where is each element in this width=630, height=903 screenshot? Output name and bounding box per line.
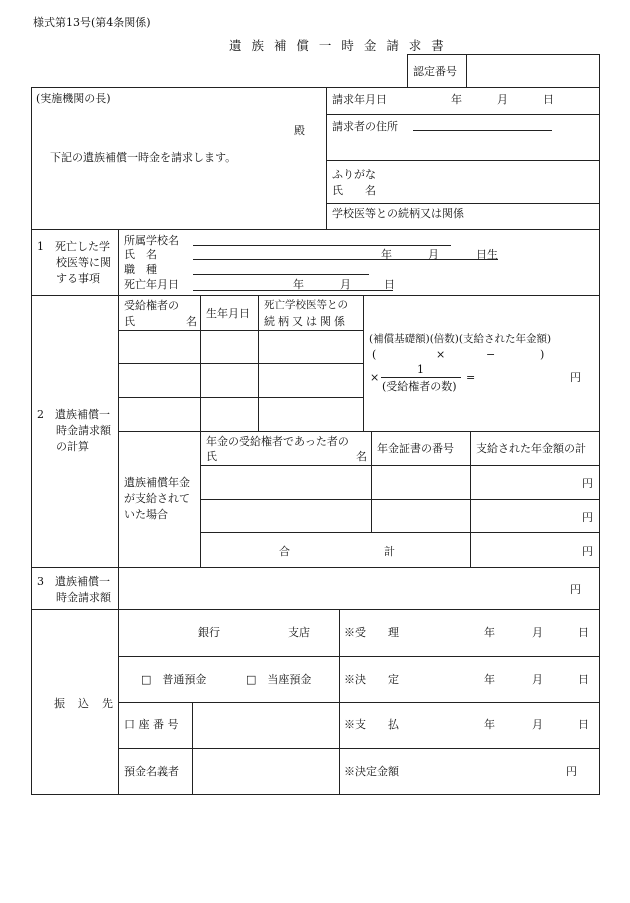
decided-amount-yen: 円 [566,765,577,778]
relation-col-line2: 続柄又は関係 [264,315,348,328]
recipient-col-line1: 受給権者の [124,299,179,312]
formula-close: ) [540,348,545,361]
formula-minus: − [486,348,496,361]
school-label: 所属学校名 [124,234,179,247]
received-label: ※受 理 [344,626,399,639]
claim-day: 日 [543,93,554,106]
paid-label: ※支 払 [344,718,399,731]
form-title: 遺 族 補 償 一 時 金 請 求 書 [229,38,447,53]
furigana-label: ふりがな [332,168,376,181]
relation-label: 学校医等との続柄又は関係 [332,207,464,220]
decided-label: ※決 定 [344,673,399,686]
current-deposit-checkbox[interactable]: □ 当座預金 [246,673,312,686]
school-field[interactable] [193,245,451,246]
formula-fraction-bar [381,377,461,378]
section1-label-3: する事項 [56,272,100,285]
job-label: 職 種 [124,263,157,276]
total-label-a: 合 [279,545,290,558]
formula-x: × [370,371,380,384]
addressee-label: (実施機関の長) [36,92,111,105]
death-year: 年 [293,278,304,291]
claim-date-label: 請求年月日 [332,93,387,106]
formula-numerator: 1 [417,363,424,376]
paid-month: 月 [532,718,543,731]
address-label: 請求者の住所 [332,120,398,133]
cert-label: 認定番号 [413,65,457,78]
formula-times: × [436,348,446,361]
death-date-field[interactable] [193,290,393,291]
formula-equals: = [466,371,476,384]
decided-year: 年 [484,673,495,686]
total-yen: 円 [582,545,593,558]
section3-label-1: 3 遺族補償一 [37,575,110,588]
pension-row2-yen: 円 [582,511,593,524]
death-month: 月 [340,278,351,291]
relation-col-line1: 死亡学校医等との [264,299,348,311]
ordinary-deposit-checkbox[interactable]: □ 普通預金 [141,673,207,686]
decided-amount-label: ※決定金額 [344,765,399,778]
bank-label: 銀行 [198,626,220,639]
death-day: 日 [384,278,395,291]
pension-col-line1: 年金の受給権者であった者の [206,435,349,448]
pension-cert-col: 年金証書の番号 [377,442,454,455]
total-label-b: 計 [384,545,395,558]
section3-yen: 円 [570,583,581,596]
section2-label-2: 時金請求額 [56,424,111,437]
section2-label-3: の計算 [56,440,89,453]
account-holder-field[interactable] [193,749,338,794]
received-day: 日 [578,626,589,639]
decided-month: 月 [532,673,543,686]
job-field[interactable] [193,274,369,275]
birth-col: 生年月日 [206,307,250,320]
pension-col-line2a: 氏 [206,450,217,463]
transfer-label: 振 込 先 [54,697,114,710]
section3-label-2: 時金請求額 [56,591,111,604]
section1-label-2: 校医等に関 [56,256,111,269]
birth-day-suffix: 日生 [476,248,498,261]
formula-header: (補償基礎額)(倍数)(支給された年金額) [369,333,552,345]
pension-label-1: 遺族補償年金 [124,476,190,489]
pension-label-3: いた場合 [124,508,168,521]
birth-month: 月 [428,248,439,261]
formula-yen: 円 [570,371,581,384]
claimant-name-label: 氏 名 [332,184,376,197]
addressee-suffix: 殿 [294,124,305,137]
section1-label-1: 1 死亡した学 [37,240,110,253]
received-year: 年 [484,626,495,639]
account-holder-label: 預金名義者 [124,765,179,778]
account-number-field[interactable] [193,703,338,747]
birth-year: 年 [381,248,392,261]
recipient-col-line2b: 名 [186,315,197,328]
death-date-label: 死亡年月日 [124,278,179,291]
address-field[interactable] [413,130,552,131]
claim-year: 年 [451,93,462,106]
pension-col-line2b: 名 [356,450,367,463]
pension-total-col: 支給された年金額の計 [476,442,586,455]
recipient-col-line2a: 氏 [124,315,135,328]
branch-label: 支店 [288,626,310,639]
section2-label-1: 2 遺族補償一 [37,408,110,421]
received-month: 月 [532,626,543,639]
formula-open: ( [372,348,377,361]
pension-row1-yen: 円 [582,477,593,490]
paid-year: 年 [484,718,495,731]
pension-label-2: が支給されて [124,492,190,505]
account-number-label: 口 座 番 号 [124,718,179,731]
form-number: 様式第13号(第4条関係) [33,16,151,29]
request-text: 下記の遺族補償一時金を請求します。 [50,151,237,164]
formula-denominator: (受給権者の数) [382,380,457,393]
deceased-name-label: 氏 名 [124,248,157,261]
deceased-name-field[interactable] [193,259,498,260]
claim-month: 月 [497,93,508,106]
decided-day: 日 [578,673,589,686]
paid-day: 日 [578,718,589,731]
cert-number-field[interactable] [467,55,599,87]
